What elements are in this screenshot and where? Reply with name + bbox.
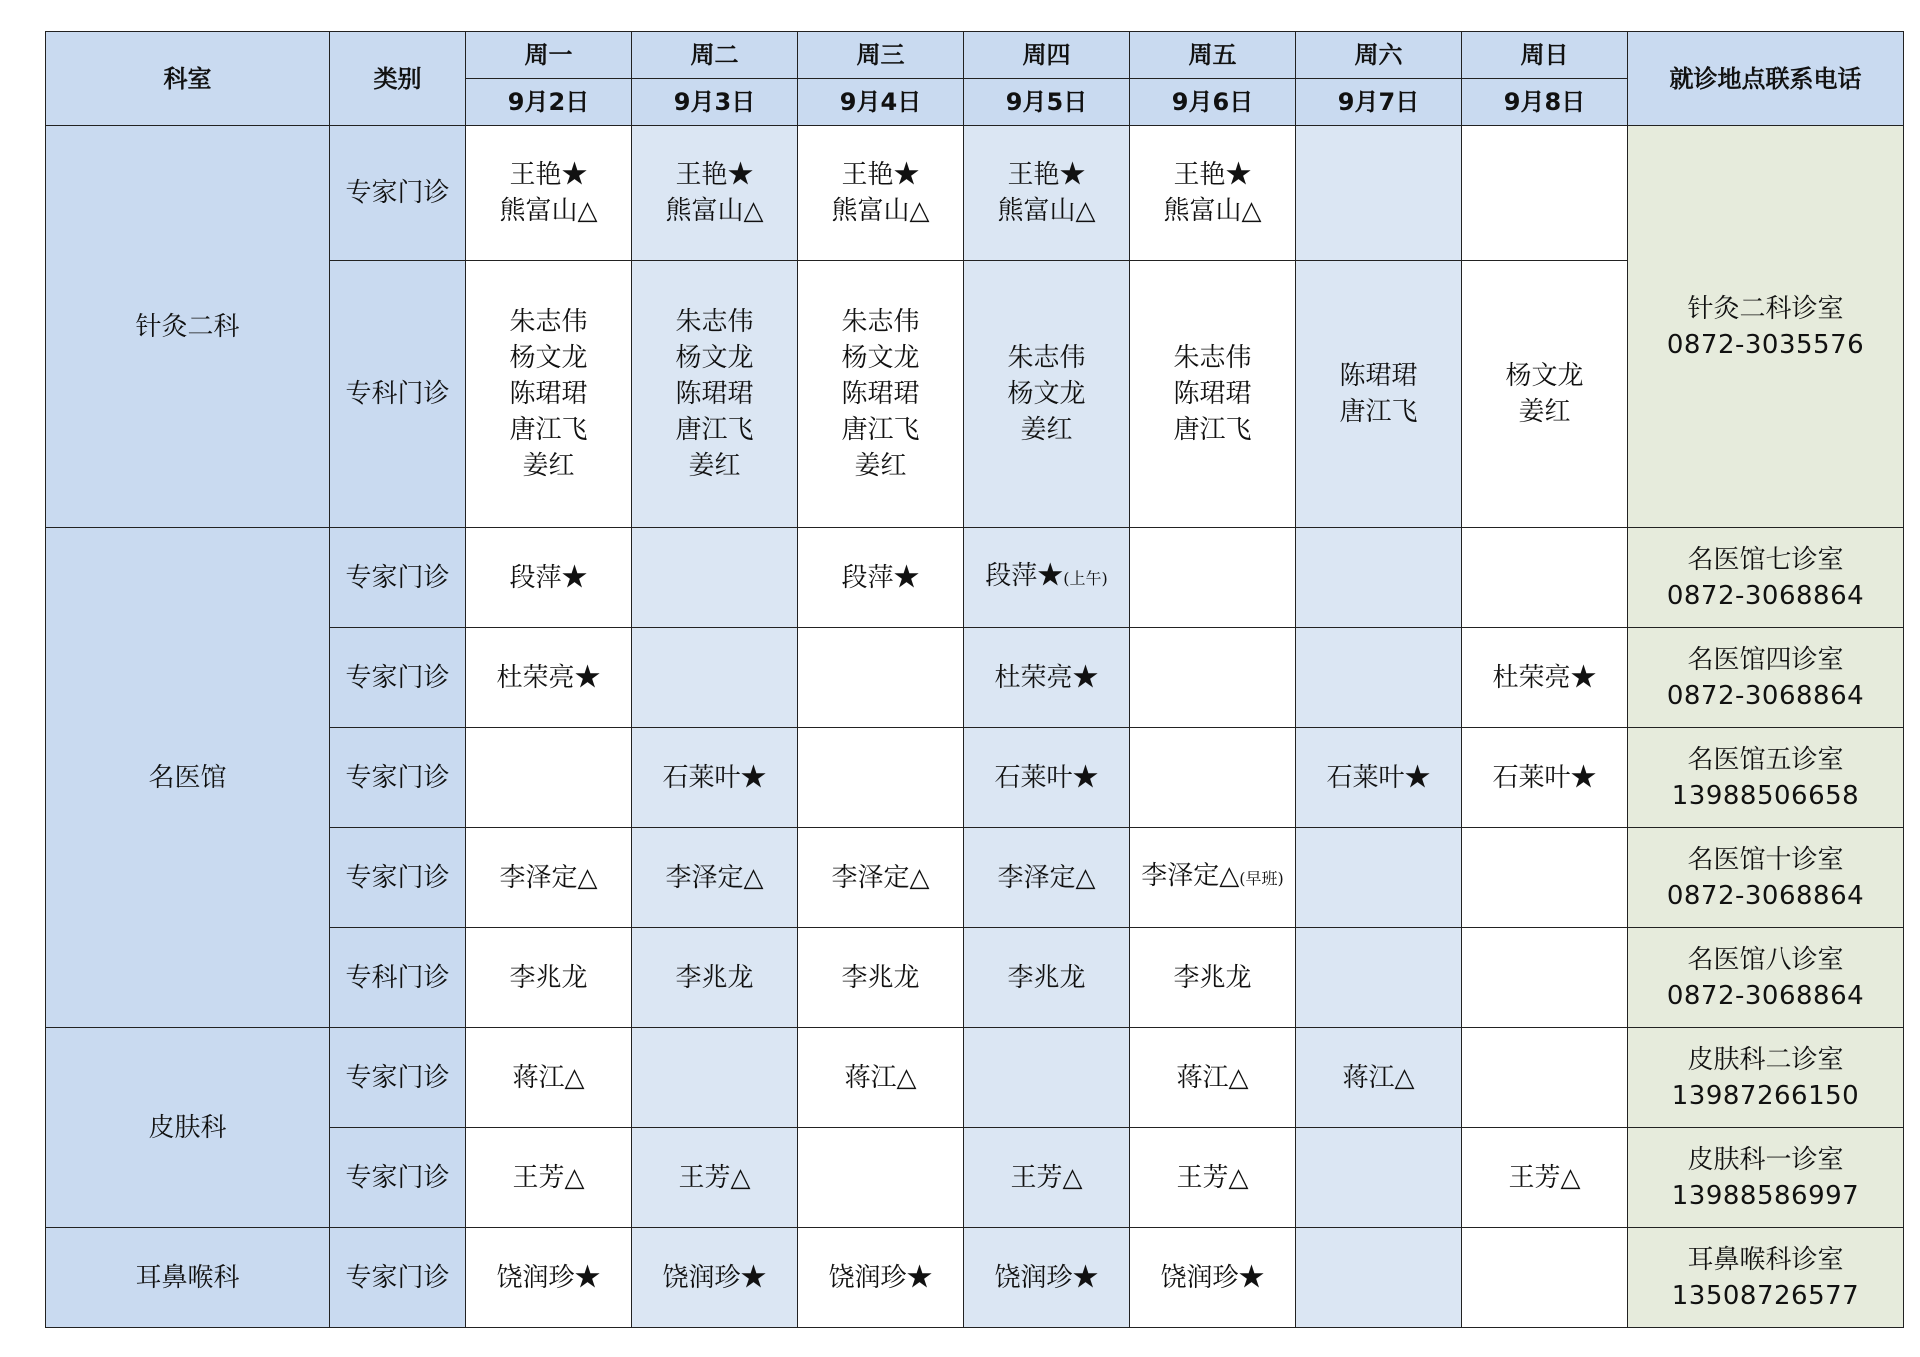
- category-label: 专家门诊: [330, 1028, 466, 1128]
- schedule-cell-empty: [964, 1028, 1130, 1128]
- phone-number: 0872-3035576: [1666, 329, 1865, 360]
- schedule-cell-empty: [1462, 1228, 1628, 1328]
- header-weekday: 周日: [1462, 32, 1628, 79]
- schedule-table-wrapper: [45, 31, 1903, 1328]
- doctor-name: 朱志伟: [1007, 343, 1086, 373]
- schedule-cell: [1462, 261, 1628, 528]
- doctor-name: 陈珺珺: [675, 379, 754, 409]
- schedule-cell: 蒋江△: [798, 1028, 964, 1128]
- schedule-cell: 蒋江△: [1130, 1028, 1296, 1128]
- schedule-cell-empty: [466, 728, 632, 828]
- schedule-cell-empty: [1296, 928, 1462, 1028]
- doctor-name: 陈珺珺: [841, 379, 920, 409]
- schedule-cell-empty: [798, 728, 964, 828]
- schedule-cell-empty: [798, 628, 964, 728]
- room-name: 名医馆五诊室: [1687, 744, 1844, 775]
- schedule-cell-empty: [1462, 126, 1628, 261]
- schedule-cell-empty: [1296, 1228, 1462, 1328]
- schedule-cell-empty: [1462, 828, 1628, 928]
- schedule-cell: 杜荣亮★: [964, 628, 1130, 728]
- room-name: 名医馆八诊室: [1687, 944, 1844, 975]
- schedule-cell: 段萍★: [466, 528, 632, 628]
- doctor-name: 熊富山△: [1163, 196, 1262, 226]
- clinic-schedule-table: [45, 31, 1904, 1328]
- doctor-name: 熊富山△: [665, 196, 764, 226]
- schedule-cell: [964, 261, 1130, 528]
- room-name: 名医馆四诊室: [1687, 644, 1844, 675]
- doctor-name: 朱志伟: [1173, 343, 1252, 373]
- phone-number: 0872-3068864: [1666, 580, 1865, 611]
- phone-number: 0872-3068864: [1666, 980, 1865, 1011]
- schedule-cell-empty: [1462, 528, 1628, 628]
- category-label: 专家门诊: [330, 1228, 466, 1328]
- schedule-cell: 李泽定△: [632, 828, 798, 928]
- doctor-name: 王艳★: [841, 160, 920, 190]
- category-label: 专家门诊: [330, 728, 466, 828]
- doctor-name: 段萍★: [985, 561, 1064, 591]
- location-cell: [1628, 628, 1904, 728]
- header-weekday: 周六: [1296, 32, 1462, 79]
- schedule-cell-empty: [632, 528, 798, 628]
- header-weekday: 周三: [798, 32, 964, 79]
- schedule-cell: 李兆龙: [466, 928, 632, 1028]
- location-cell: [1628, 728, 1904, 828]
- schedule-cell: 饶润珍★: [466, 1228, 632, 1328]
- header-date: 9月5日: [964, 79, 1130, 126]
- header-location: 就诊地点联系电话: [1628, 32, 1904, 126]
- schedule-cell: 李泽定△: [466, 828, 632, 928]
- doctor-name: 唐江飞: [1173, 415, 1252, 445]
- schedule-cell: [798, 126, 964, 261]
- location-cell: [1628, 1028, 1904, 1128]
- schedule-cell: 石莱叶★: [1296, 728, 1462, 828]
- schedule-cell: 饶润珍★: [798, 1228, 964, 1328]
- doctor-name: 姜红: [1518, 397, 1571, 427]
- phone-number: 13988506658: [1671, 780, 1860, 811]
- doctor-name: 熊富山△: [499, 196, 598, 226]
- location-cell: [1628, 528, 1904, 628]
- doctor-name: 王艳★: [1173, 160, 1252, 190]
- room-name: 名医馆七诊室: [1687, 544, 1844, 575]
- schedule-cell-empty: [1296, 528, 1462, 628]
- category-label: 专家门诊: [330, 628, 466, 728]
- header-dept: 科室: [46, 32, 330, 126]
- doctor-name: 唐江飞: [1339, 397, 1418, 427]
- room-name: 耳鼻喉科诊室: [1687, 1244, 1844, 1275]
- room-name: 针灸二科诊室: [1687, 293, 1844, 324]
- schedule-cell: 杜荣亮★: [466, 628, 632, 728]
- doctor-name: 唐江飞: [675, 415, 754, 445]
- schedule-cell: 杜荣亮★: [1462, 628, 1628, 728]
- room-name: 皮肤科二诊室: [1687, 1044, 1844, 1075]
- schedule-cell: 饶润珍★: [964, 1228, 1130, 1328]
- location-cell: [1628, 126, 1904, 528]
- schedule-cell: [1296, 261, 1462, 528]
- shift-note: (早班): [1239, 869, 1284, 888]
- doctor-name: 李泽定△: [1141, 861, 1240, 891]
- schedule-cell-empty: [1462, 1028, 1628, 1128]
- doctor-name: 王艳★: [1007, 160, 1086, 190]
- schedule-cell: 王芳△: [466, 1128, 632, 1228]
- schedule-cell: 李兆龙: [632, 928, 798, 1028]
- schedule-cell: 王芳△: [632, 1128, 798, 1228]
- doctor-name: 王艳★: [509, 160, 588, 190]
- doctor-name: 杨文龙: [675, 343, 754, 373]
- category-label: 专家门诊: [330, 1128, 466, 1228]
- schedule-cell-empty: [1462, 928, 1628, 1028]
- header-date: 9月2日: [466, 79, 632, 126]
- header-category: 类别: [330, 32, 466, 126]
- schedule-cell-empty: [1296, 1128, 1462, 1228]
- phone-number: 0872-3068864: [1666, 680, 1865, 711]
- schedule-cell: 李兆龙: [798, 928, 964, 1028]
- doctor-name: 陈珺珺: [1173, 379, 1252, 409]
- header-weekday: 周四: [964, 32, 1130, 79]
- doctor-name: 朱志伟: [509, 307, 588, 337]
- doctor-name: 王艳★: [675, 160, 754, 190]
- schedule-cell: 王芳△: [1462, 1128, 1628, 1228]
- doctor-name: 姜红: [1020, 415, 1073, 445]
- schedule-cell: [632, 261, 798, 528]
- phone-number: 0872-3068864: [1666, 880, 1865, 911]
- doctor-name: 熊富山△: [997, 196, 1096, 226]
- schedule-cell: 蒋江△: [466, 1028, 632, 1128]
- schedule-cell: 石莱叶★: [632, 728, 798, 828]
- doctor-name: 朱志伟: [675, 307, 754, 337]
- schedule-cell: 饶润珍★: [632, 1228, 798, 1328]
- schedule-cell: 王芳△: [1130, 1128, 1296, 1228]
- doctor-name: 朱志伟: [841, 307, 920, 337]
- schedule-cell: 王芳△: [964, 1128, 1130, 1228]
- schedule-cell: [964, 126, 1130, 261]
- header-date: 9月8日: [1462, 79, 1628, 126]
- doctor-name: 陈珺珺: [1339, 361, 1418, 391]
- header-weekday: 周一: [466, 32, 632, 79]
- doctor-name: 杨文龙: [1505, 361, 1584, 391]
- category-label: 专家门诊: [330, 828, 466, 928]
- header-weekday: 周五: [1130, 32, 1296, 79]
- doctor-name: 姜红: [688, 451, 741, 481]
- schedule-cell: 石莱叶★: [1462, 728, 1628, 828]
- doctor-name: 姜红: [522, 451, 575, 481]
- schedule-cell-empty: [1130, 528, 1296, 628]
- doctor-name: 唐江飞: [509, 415, 588, 445]
- header-date: 9月6日: [1130, 79, 1296, 126]
- schedule-cell-empty: [1130, 728, 1296, 828]
- doctor-name: 熊富山△: [831, 196, 930, 226]
- header-date: 9月3日: [632, 79, 798, 126]
- schedule-cell: 李泽定△: [964, 828, 1130, 928]
- doctor-name: 陈珺珺: [509, 379, 588, 409]
- schedule-cell-empty: [1296, 828, 1462, 928]
- doctor-name: 杨文龙: [841, 343, 920, 373]
- schedule-cell: 段萍★: [798, 528, 964, 628]
- schedule-cell: [1130, 261, 1296, 528]
- schedule-cell: [466, 126, 632, 261]
- room-name: 名医馆十诊室: [1687, 844, 1844, 875]
- phone-number: 13988586997: [1671, 1180, 1860, 1211]
- schedule-cell: [632, 126, 798, 261]
- schedule-cell-empty: [632, 628, 798, 728]
- doctor-name: 姜红: [854, 451, 907, 481]
- schedule-cell: 李泽定△: [798, 828, 964, 928]
- schedule-cell: [466, 261, 632, 528]
- location-cell: [1628, 828, 1904, 928]
- schedule-cell-empty: [1296, 126, 1462, 261]
- schedule-cell: 饶润珍★: [1130, 1228, 1296, 1328]
- location-cell: [1628, 928, 1904, 1028]
- doctor-name: 杨文龙: [1007, 379, 1086, 409]
- dept-name: 名医馆: [46, 528, 330, 1028]
- schedule-cell: [964, 528, 1130, 628]
- phone-number: 13987266150: [1671, 1080, 1860, 1111]
- doctor-name: 杨文龙: [509, 343, 588, 373]
- dept-name: 皮肤科: [46, 1028, 330, 1228]
- schedule-cell: [798, 261, 964, 528]
- category-label: 专家门诊: [330, 528, 466, 628]
- schedule-cell: 李兆龙: [1130, 928, 1296, 1028]
- room-name: 皮肤科一诊室: [1687, 1144, 1844, 1175]
- shift-note: (上午): [1063, 569, 1108, 588]
- header-date: 9月7日: [1296, 79, 1462, 126]
- schedule-cell: 李兆龙: [964, 928, 1130, 1028]
- header-date: 9月4日: [798, 79, 964, 126]
- schedule-cell-empty: [632, 1028, 798, 1128]
- schedule-cell-empty: [1130, 628, 1296, 728]
- category-label: 专家门诊: [330, 126, 466, 261]
- schedule-cell: 石莱叶★: [964, 728, 1130, 828]
- schedule-cell: 蒋江△: [1296, 1028, 1462, 1128]
- dept-name: 耳鼻喉科: [46, 1228, 330, 1328]
- schedule-cell-empty: [798, 1128, 964, 1228]
- category-label: 专科门诊: [330, 928, 466, 1028]
- schedule-cell-empty: [1296, 628, 1462, 728]
- category-label: 专科门诊: [330, 261, 466, 528]
- schedule-cell: [1130, 828, 1296, 928]
- doctor-name: 唐江飞: [841, 415, 920, 445]
- schedule-cell: [1130, 126, 1296, 261]
- location-cell: [1628, 1128, 1904, 1228]
- location-cell: [1628, 1228, 1904, 1328]
- dept-name: 针灸二科: [46, 126, 330, 528]
- header-weekday: 周二: [632, 32, 798, 79]
- phone-number: 13508726577: [1671, 1280, 1860, 1311]
